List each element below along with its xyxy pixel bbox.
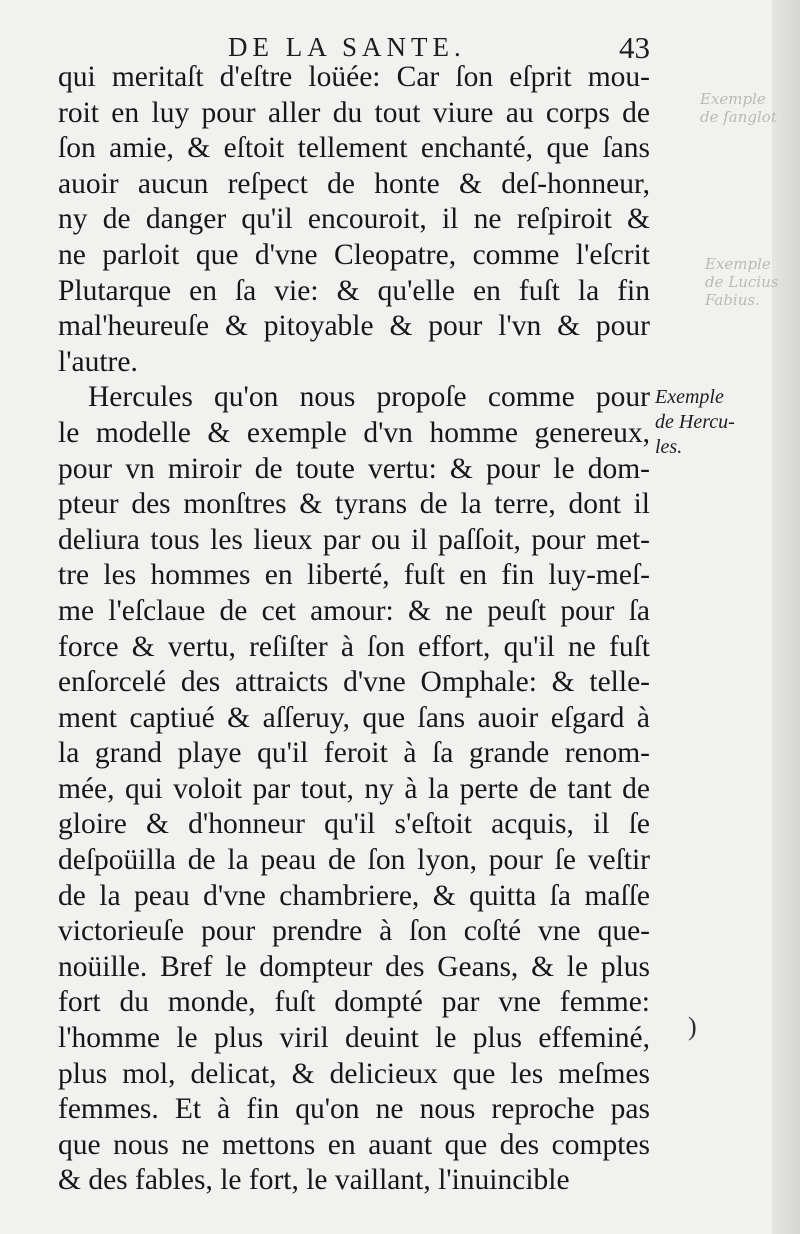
text-line: ment captiué & aſſeruy, que ſans auoir eſgard à [58,701,650,734]
margin-bracket-mark: ) [688,1012,697,1041]
text-line: victorieuſe pour prendre à ſon coſté vne que- [58,915,650,948]
bleed-line: de Lucius [705,273,779,291]
text-line: ny de danger qu'il encouroit, il ne reſpiroit & [58,203,650,236]
bleed-line: Exemple [700,90,766,108]
page-edge [772,0,800,1234]
bleed-through-text [705,255,778,309]
bleed-through-text [700,90,777,126]
text-line: le modelle & exemple d'vn homme genereux, [58,416,650,449]
bleed-line: Fabius. [705,291,760,309]
text-line: fort du monde, fuſt dompté par vne femme: [58,986,650,1019]
text-line: tre les hommes en liberté, fuſt en fin luy-meſ- [58,559,650,592]
text-line: ſon amie, & eſtoit tellement enchanté, que ſans [58,132,650,165]
text-line: qui meritaſt d'eſtre loüée: Car ſon eſprit mou- [58,61,650,93]
margin-note-line: de Hercu- [655,411,735,433]
page-number: 43 [619,30,650,65]
text-line: force & vertu, reſiſter à ſon effort, qu'il ne fuſt [58,630,650,663]
text-line: la grand playe qu'il feroit à ſa grande renom- [58,737,650,770]
margin-note-line: Exemple [655,386,724,408]
text-line: deliura tous les lieux par ou il paſſoit, pour met- [58,523,650,556]
paragraph [58,380,650,1199]
margin-note-line: les. [655,436,683,458]
text-line: enſorcelé des attraicts d'vne Omphale: & telle- [58,666,650,699]
text-line: pour vn miroir de toute vertu: & pour le dom- [58,452,650,485]
text-line: l'homme le plus viril deuint le plus effeminé, [58,1022,650,1055]
bleed-line: Exemple [705,255,771,273]
text-line: mal'heureuſe & pitoyable & pour l'vn & pour [58,310,650,343]
text-line: gloire & d'honneur qu'il s'eſtoit acquis, il ſe [58,808,650,841]
text-line: Hercules qu'on nous propoſe comme pour [88,381,650,414]
text-line: deſpoüilla de la peau de ſon lyon, pour ſe veſtir [58,844,650,877]
body-text [58,60,650,1199]
bleed-line: de ſanglot [700,108,777,126]
text-line: mée, qui voloit par tout, ny à la perte de tant de [58,772,650,805]
text-line: Plutarque en ſa vie: & qu'elle en fuſt la fin [58,274,650,307]
margin-note [655,385,765,460]
paragraph [58,60,650,380]
running-title: DE LA SANTE. [228,32,466,62]
text-line: l'autre. [58,345,138,378]
text-line: de la peau d'vne chambriere, & quitta ſa maſſe [58,879,650,912]
text-line: ne parloit que d'vne Cleopatre, comme l'eſcrit [58,238,650,271]
text-line: & des fables, le fort, le vaillant, l'inuincible [58,1164,570,1197]
text-line: auoir aucun reſpect de honte & deſ-honneur, [58,167,650,200]
text-line: roit en luy pour aller du tout viure au corps de [58,96,650,129]
text-line: plus mol, delicat, & delicieux que les meſmes [58,1057,650,1090]
text-line: noüille. Bref le dompteur des Geans, & le plus [58,950,650,983]
text-line: me l'eſclaue de cet amour: & ne peuſt pour ſa [58,594,650,627]
text-line: femmes. Et à fin qu'on ne nous reproche pas [58,1093,650,1126]
text-line: que nous ne mettons en auant que des comptes [58,1128,650,1161]
text-line: pteur des monſtres & tyrans de la terre, dont il [58,488,650,521]
